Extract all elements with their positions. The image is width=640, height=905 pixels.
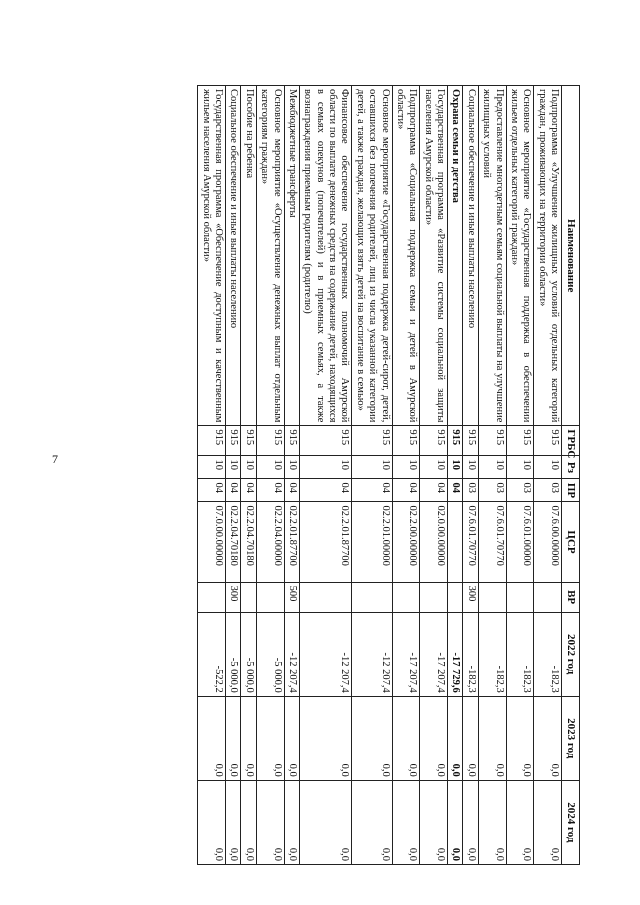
- header-name: Наименование: [562, 86, 580, 426]
- cell-2024: 0,0: [392, 780, 420, 864]
- cell-csr: 07.6.00.00000: [534, 502, 562, 582]
- cell-2022: -5 000,0: [226, 612, 241, 696]
- header-2024: 2024 год: [562, 780, 580, 864]
- cell-grbs: 915: [352, 426, 392, 456]
- cell-2023: 0,0: [448, 696, 463, 780]
- table-row: [506, 86, 534, 865]
- cell-pr: 04: [299, 479, 352, 502]
- cell-vr: [299, 582, 352, 612]
- cell-2023: 0,0: [226, 696, 241, 780]
- cell-rz: 10: [226, 456, 241, 479]
- cell-rz: 10: [241, 456, 256, 479]
- cell-2024: 0,0: [448, 780, 463, 864]
- cell-2023: 0,0: [256, 696, 284, 780]
- cell-name: Основное мероприятие «Государственная поддержка в обеспечении жильем отдельных категорий граждан»: [506, 86, 534, 426]
- cell-name: Основное мероприятие «Государственная поддержка детей-сирот, детей, оставшихся без попечения родителей, лиц из числа указанной категории детей, а также граждан, желающих взять детей на воспитание в семью»: [352, 86, 392, 426]
- cell-2024: 0,0: [299, 780, 352, 864]
- cell-2022: -182,3: [534, 612, 562, 696]
- page-number: 7: [52, 452, 58, 466]
- cell-csr: 07.6.01.70770: [478, 502, 506, 582]
- budget-table: [197, 85, 580, 865]
- cell-grbs: 915: [284, 426, 299, 456]
- cell-rz: 10: [478, 456, 506, 479]
- rotated-budget-table: [110, 85, 580, 865]
- cell-2024: 0,0: [420, 780, 448, 864]
- cell-pr: 04: [392, 479, 420, 502]
- cell-2022: -182,3: [463, 612, 478, 696]
- header-pr: ПР: [562, 479, 580, 502]
- cell-vr: 300: [463, 582, 478, 612]
- header-csr: ЦСР: [562, 502, 580, 582]
- cell-2023: 0,0: [478, 696, 506, 780]
- cell-2023: 0,0: [284, 696, 299, 780]
- cell-2023: 0,0: [392, 696, 420, 780]
- header-grbs: ГРБС: [562, 426, 580, 456]
- cell-grbs: 915: [506, 426, 534, 456]
- cell-2022: -5 000,0: [256, 612, 284, 696]
- cell-2023: 0,0: [198, 696, 226, 780]
- cell-grbs: 915: [534, 426, 562, 456]
- cell-vr: [392, 582, 420, 612]
- cell-2024: 0,0: [256, 780, 284, 864]
- cell-vr: [448, 582, 463, 612]
- cell-2022: -17 207,4: [392, 612, 420, 696]
- cell-2022: -17 207,4: [420, 612, 448, 696]
- table-row: [241, 86, 256, 865]
- cell-pr: 03: [506, 479, 534, 502]
- table-row: [284, 86, 299, 865]
- table-row: [226, 86, 241, 865]
- table-body: [198, 86, 562, 865]
- table-row: [392, 86, 420, 865]
- cell-2023: 0,0: [420, 696, 448, 780]
- cell-vr: [352, 582, 392, 612]
- cell-vr: [241, 582, 256, 612]
- cell-2022: -182,3: [506, 612, 534, 696]
- table-header-row: [562, 86, 580, 865]
- cell-grbs: 915: [198, 426, 226, 456]
- cell-name: Подпрограмма «Социальная поддержка семьи и детей в Амурской области»: [392, 86, 420, 426]
- cell-vr: [198, 582, 226, 612]
- cell-2022: -17 729,6: [448, 612, 463, 696]
- cell-2024: 0,0: [352, 780, 392, 864]
- cell-csr: 02.2.04.70180: [226, 502, 241, 582]
- cell-name: Предоставление многодетным семьям социальной выплаты на улучшение жилищных условий: [478, 86, 506, 426]
- table-row: [448, 86, 463, 865]
- cell-name: Финансовое обеспечение государственных полномочий Амурской области по выплате денежных средств на содержание детей, находящихся в семьях опекунов (попечителей) и в приемных семьях, а также вознаграждения приемным родителям (родителю): [299, 86, 352, 426]
- cell-grbs: 915: [420, 426, 448, 456]
- cell-vr: 500: [284, 582, 299, 612]
- cell-rz: 10: [198, 456, 226, 479]
- cell-csr: 02.2.01.87700: [299, 502, 352, 582]
- cell-2022: -522,2: [198, 612, 226, 696]
- cell-pr: 04: [241, 479, 256, 502]
- cell-vr: [506, 582, 534, 612]
- cell-pr: 04: [226, 479, 241, 502]
- cell-rz: 10: [534, 456, 562, 479]
- cell-rz: 10: [506, 456, 534, 479]
- cell-pr: 04: [352, 479, 392, 502]
- cell-2024: 0,0: [226, 780, 241, 864]
- cell-pr: 04: [420, 479, 448, 502]
- cell-name: Охрана семьи и детства: [448, 86, 463, 426]
- cell-2023: 0,0: [352, 696, 392, 780]
- cell-csr: 07.6.01.00000: [506, 502, 534, 582]
- cell-pr: 04: [198, 479, 226, 502]
- cell-name: Государственная программа «Обеспечение доступным и качественным жильем населения Амурской области»: [198, 86, 226, 426]
- cell-grbs: 915: [463, 426, 478, 456]
- cell-2023: 0,0: [506, 696, 534, 780]
- cell-name: Основное мероприятие «Осуществление денежных выплат отдельным категориям граждан»: [256, 86, 284, 426]
- table-row: [534, 86, 562, 865]
- cell-csr: 07.0.00.00000: [198, 502, 226, 582]
- cell-2024: 0,0: [284, 780, 299, 864]
- cell-2024: 0,0: [241, 780, 256, 864]
- cell-2024: 0,0: [478, 780, 506, 864]
- table-row: [478, 86, 506, 865]
- cell-2023: 0,0: [534, 696, 562, 780]
- cell-grbs: 915: [299, 426, 352, 456]
- cell-2022: -5 000,0: [241, 612, 256, 696]
- cell-2022: -12 207,4: [284, 612, 299, 696]
- cell-name: Государственная программа «Развитие системы социальной защиты населения Амурской области»: [420, 86, 448, 426]
- table-row: [198, 86, 226, 865]
- cell-csr: [448, 502, 463, 582]
- cell-rz: 10: [448, 456, 463, 479]
- cell-vr: [256, 582, 284, 612]
- cell-rz: 10: [463, 456, 478, 479]
- cell-grbs: 915: [448, 426, 463, 456]
- cell-2023: 0,0: [299, 696, 352, 780]
- table-row: [299, 86, 352, 865]
- cell-csr: 02.2.04.70180: [241, 502, 256, 582]
- table-row: [420, 86, 448, 865]
- cell-name: Социальное обеспечение и иные выплаты населению: [226, 86, 241, 426]
- cell-pr: 04: [284, 479, 299, 502]
- cell-vr: [420, 582, 448, 612]
- cell-grbs: 915: [392, 426, 420, 456]
- cell-grbs: 915: [241, 426, 256, 456]
- cell-2022: -12 207,4: [352, 612, 392, 696]
- cell-grbs: 915: [226, 426, 241, 456]
- cell-csr: 02.2.01.87700: [284, 502, 299, 582]
- cell-2024: 0,0: [463, 780, 478, 864]
- cell-csr: 02.2.01.00000: [352, 502, 392, 582]
- cell-rz: 10: [392, 456, 420, 479]
- cell-name: Социальное обеспечение и иные выплаты населению: [463, 86, 478, 426]
- header-rz: Рз: [562, 456, 580, 479]
- cell-rz: 10: [352, 456, 392, 479]
- cell-rz: 10: [299, 456, 352, 479]
- header-2022: 2022 год: [562, 612, 580, 696]
- header-vr: ВР: [562, 582, 580, 612]
- header-2023: 2023 год: [562, 696, 580, 780]
- cell-pr: 03: [534, 479, 562, 502]
- cell-2022: -182,3: [478, 612, 506, 696]
- cell-csr: 02.2.04.00000: [256, 502, 284, 582]
- cell-pr: 04: [256, 479, 284, 502]
- cell-name: Межбюджетные трансферты: [284, 86, 299, 426]
- cell-grbs: 915: [256, 426, 284, 456]
- cell-vr: 300: [226, 582, 241, 612]
- cell-2022: -12 207,4: [299, 612, 352, 696]
- cell-name: Подпрограмма «Улучшение жилищных условий отдельных категорий граждан, проживающих на территории области»: [534, 86, 562, 426]
- cell-csr: 02.0.00.00000: [420, 502, 448, 582]
- cell-pr: 04: [448, 479, 463, 502]
- table-row: [352, 86, 392, 865]
- cell-csr: 07.6.01.70770: [463, 502, 478, 582]
- cell-pr: 03: [478, 479, 506, 502]
- cell-2024: 0,0: [506, 780, 534, 864]
- cell-2024: 0,0: [198, 780, 226, 864]
- table-row: [256, 86, 284, 865]
- cell-rz: 10: [256, 456, 284, 479]
- cell-rz: 10: [284, 456, 299, 479]
- cell-2023: 0,0: [241, 696, 256, 780]
- cell-name: Пособие на ребенка: [241, 86, 256, 426]
- cell-2023: 0,0: [463, 696, 478, 780]
- cell-csr: 02.2.00.00000: [392, 502, 420, 582]
- cell-2024: 0,0: [534, 780, 562, 864]
- cell-grbs: 915: [478, 426, 506, 456]
- cell-rz: 10: [420, 456, 448, 479]
- cell-vr: [478, 582, 506, 612]
- cell-vr: [534, 582, 562, 612]
- cell-pr: 03: [463, 479, 478, 502]
- table-row: [463, 86, 478, 865]
